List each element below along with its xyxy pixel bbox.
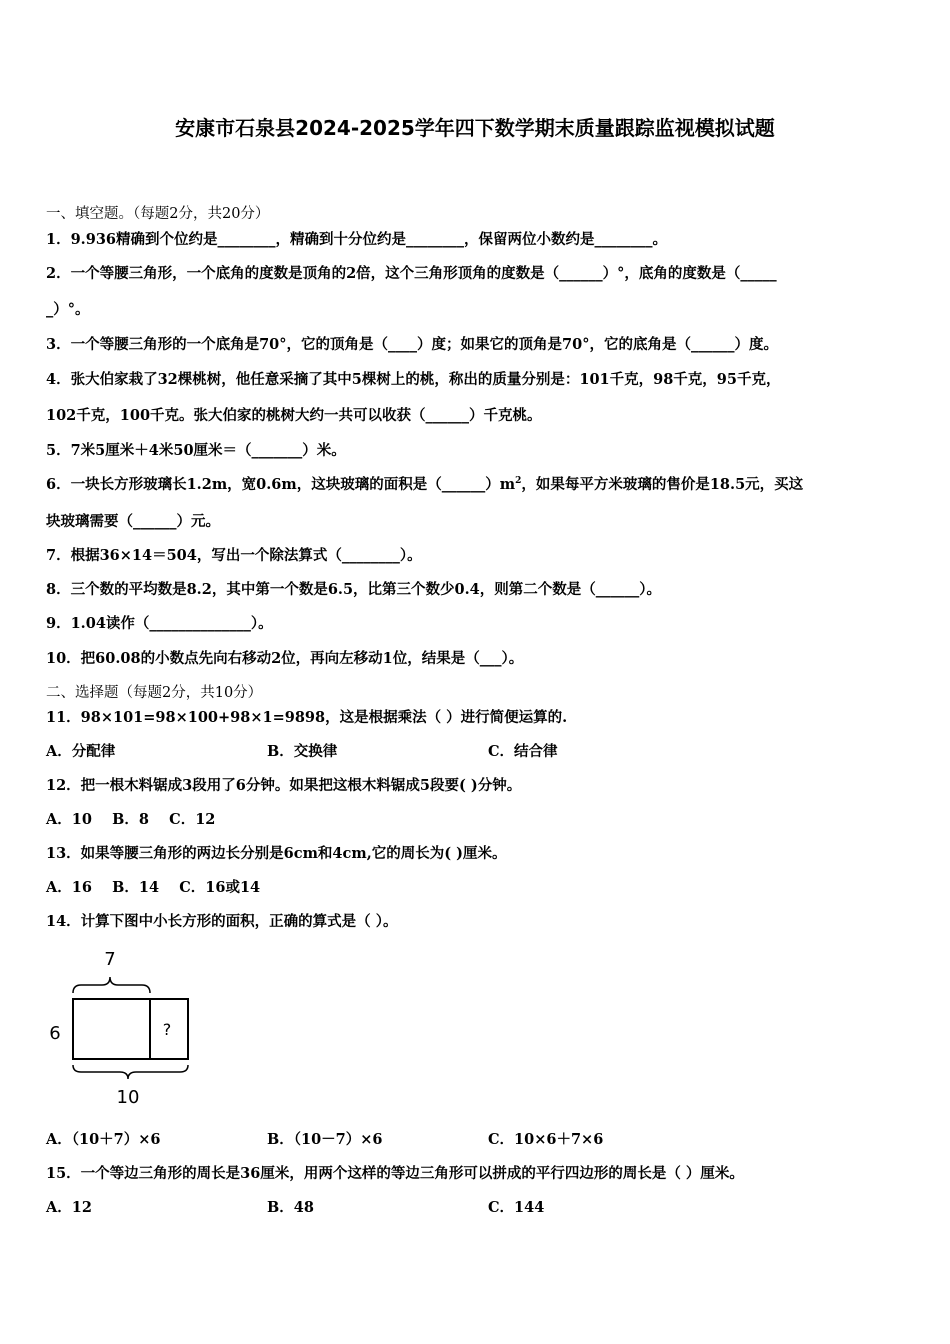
- q12-options: A．10 B．8 C．12: [46, 811, 216, 828]
- q14-option-c: C．10×6＋7×6: [488, 1131, 604, 1148]
- unknown-mark: ?: [162, 1020, 172, 1039]
- top-brace: [73, 977, 150, 993]
- q15-option-b: B．48: [267, 1199, 314, 1216]
- page-title: 安康市石泉县2024-2025学年四下数学期末质量跟踪监视模拟试题: [175, 116, 775, 140]
- question-12: 12．把一根木料锯成3段用了6分钟。如果把这根木料锯成5段要( )分钟。: [46, 777, 522, 794]
- rectangle-figure: [40, 945, 210, 1115]
- squared-superscript: 2: [515, 476, 522, 487]
- question-6-text-cont: ，如果每平方米玻璃的售价是18.5元，买这: [521, 476, 804, 493]
- section-heading-choice: 二、选择题（每题2分，共10分）: [46, 685, 263, 701]
- question-1: 1．9.936精确到个位约是________，精确到十分位约是________，保留两位小数约是________。: [46, 231, 667, 248]
- question-6-text: 6．一块长方形玻璃长1.2m，宽0.6m，这块玻璃的面积是（______）m: [46, 476, 516, 493]
- q15-option-a: A．12: [46, 1199, 92, 1216]
- question-10: 10．把60.08的小数点先向右移动2位，再向左移动1位，结果是（___）。: [46, 650, 524, 667]
- q15-option-c: C．144: [488, 1199, 545, 1216]
- question-9: 9．1.04读作（______________）。: [46, 615, 273, 632]
- question-2-line-2: _）°。: [46, 301, 90, 318]
- question-8: 8．三个数的平均数是8.2，其中第一个数是6.5，比第三个数少0.4，则第二个数是（______）。: [46, 581, 662, 598]
- side-length-label: 6: [49, 1023, 61, 1044]
- question-4-line-2: 102千克，100千克。张大伯家的桃树大约一共可以收获（______）千克桃。: [46, 407, 542, 424]
- q13-options: A．16 B．14 C．16或14: [46, 879, 261, 896]
- question-14: 14．计算下图中小长方形的面积，正确的算式是（ ）。: [46, 913, 398, 930]
- question-15: 15．一个等边三角形的周长是36厘米，用两个这样的等边三角形可以拼成的平行四边形的周长是（ ）厘米。: [46, 1165, 744, 1182]
- question-4-line-1: 4．张大伯家栽了32棵桃树，他任意采摘了其中5棵树上的桃，称出的质量分别是：101千克，98千克，95千克，: [46, 371, 781, 388]
- question-5: 5．7米5厘米＋4米50厘米＝（_______）米。: [46, 442, 346, 459]
- question-11: 11．98×101=98×100+98×1=9898，这是根据乘法（ ）进行简便运算的.: [46, 709, 568, 726]
- q11-option-a: A．分配律: [46, 743, 116, 760]
- section-heading-fill-blank: 一、填空题。（每题2分，共20分）: [46, 206, 270, 222]
- bottom-brace: [73, 1065, 188, 1079]
- question-2-line-1: 2．一个等腰三角形，一个底角的度数是顶角的2倍，这个三角形顶角的度数是（______）°，底角的度数是（_____: [46, 265, 777, 282]
- top-length-label: 7: [104, 949, 116, 970]
- q11-option-c: C．结合律: [488, 743, 558, 760]
- question-3: 3．一个等腰三角形的一个底角是70°，它的顶角是（____）度；如果它的顶角是70°，它的底角是（______）度。: [46, 336, 778, 353]
- question-6-line-1: [46, 473, 803, 494]
- bottom-length-label: 10: [116, 1087, 140, 1108]
- q11-option-b: B．交换律: [267, 743, 338, 760]
- question-6-line-2: 块玻璃需要（______）元。: [46, 513, 220, 530]
- question-7: 7．根据36×14＝504，写出一个除法算式（________）。: [46, 547, 422, 564]
- question-13: 13．如果等腰三角形的两边长分别是6cm和4cm,它的周长为( )厘米。: [46, 845, 507, 862]
- q14-option-a: A．（10＋7）×6: [46, 1131, 161, 1148]
- q14-option-b: B．（10－7）×6: [267, 1131, 383, 1148]
